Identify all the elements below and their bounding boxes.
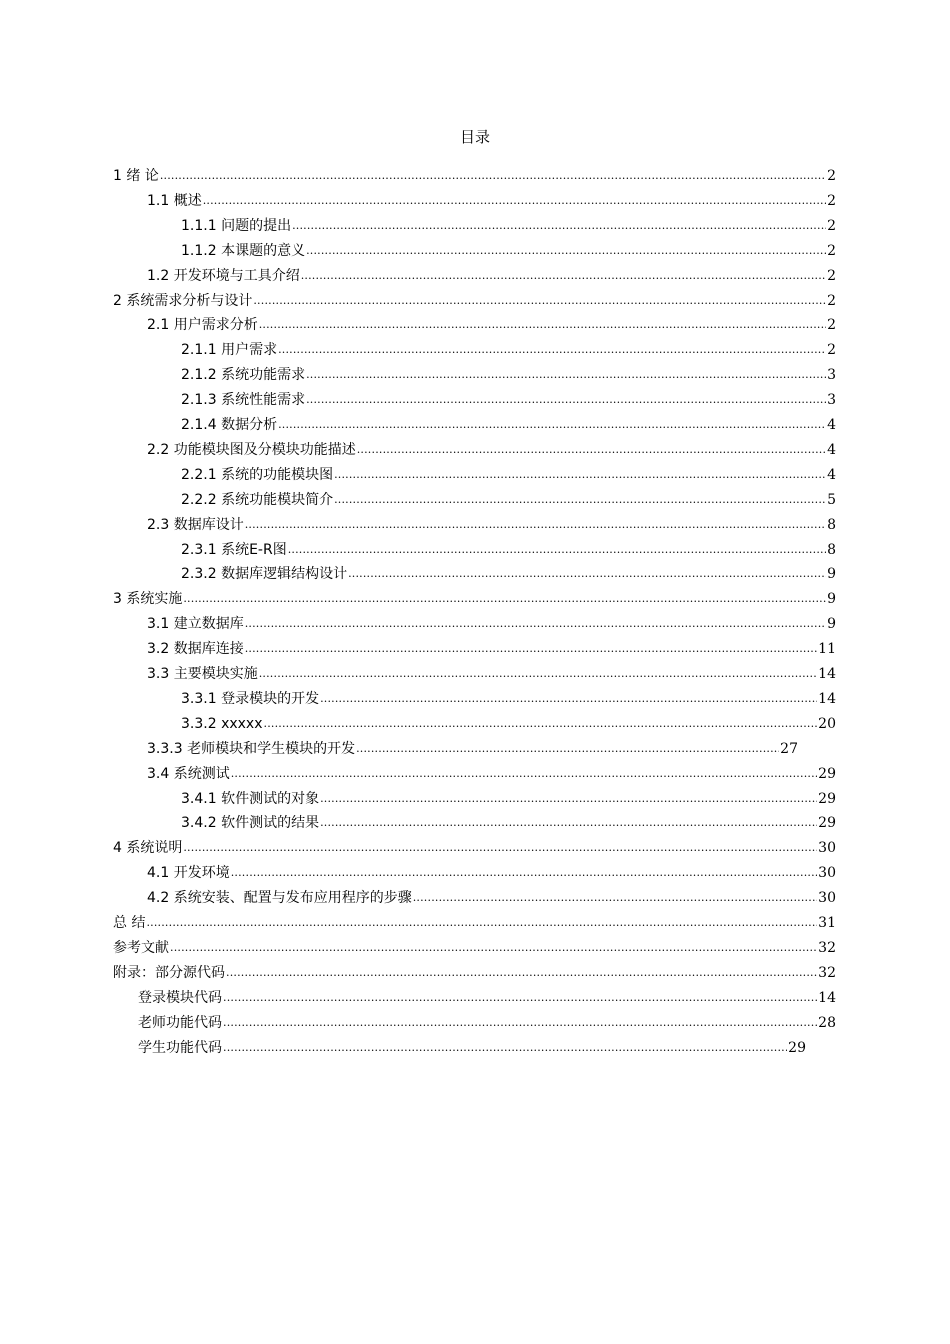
toc-entry[interactable] xyxy=(147,888,836,908)
toc-entry[interactable] xyxy=(147,315,836,335)
toc-entry[interactable] xyxy=(181,540,836,560)
toc-leader-dots xyxy=(160,166,826,186)
toc-entry-page-number: 30 xyxy=(818,865,836,881)
toc-entry-page-number: 32 xyxy=(818,965,836,981)
toc-leader-dots xyxy=(306,390,826,410)
toc-entry-label: 4.1 开发环境 xyxy=(147,865,230,881)
toc-entry-label: 登录模块代码 xyxy=(138,990,222,1006)
toc-entry-label: 4.2 系统安装、配置与发布应用程序的步骤 xyxy=(147,890,412,906)
toc-entry-page-number: 9 xyxy=(827,566,836,582)
toc-leader-dots xyxy=(301,266,826,286)
toc-entry-page-number: 27 xyxy=(780,741,798,757)
toc-entry-page-number: 2 xyxy=(827,218,836,234)
toc-entry-page-number: 2 xyxy=(827,293,836,309)
toc-entry-page-number: 2 xyxy=(827,168,836,184)
toc-entry-page-number: 4 xyxy=(827,442,836,458)
toc-entry-label: 2.1.4 数据分析 xyxy=(181,417,278,433)
toc-leader-dots xyxy=(170,938,817,958)
toc-entry-label: 2 系统需求分析与设计 xyxy=(113,293,253,309)
toc-leader-dots xyxy=(264,714,818,734)
toc-entry-page-number: 2 xyxy=(827,268,836,284)
toc-entry-label: 2.1.3 系统性能需求 xyxy=(181,392,306,408)
toc-entry[interactable] xyxy=(147,614,836,634)
toc-leader-dots xyxy=(245,639,817,659)
toc-entry-label: 2.3.1 系统E-R图 xyxy=(181,542,287,558)
toc-entry-label: 3.3.3 老师模块和学生模块的开发 xyxy=(147,741,356,757)
toc-entry-label: 总 结 xyxy=(113,915,146,931)
toc-entry[interactable] xyxy=(181,564,836,584)
toc-entry[interactable] xyxy=(113,166,836,186)
toc-entry[interactable] xyxy=(181,340,836,360)
toc-entry[interactable] xyxy=(181,789,836,809)
toc-entry-page-number: 5 xyxy=(827,492,836,508)
toc-leader-dots xyxy=(334,465,826,485)
toc-entry-label: 4 系统说明 xyxy=(113,840,183,856)
toc-entry-page-number: 9 xyxy=(827,591,836,607)
toc-leader-dots xyxy=(320,789,817,809)
toc-entry-label: 1.1.1 问题的提出 xyxy=(181,218,292,234)
toc-entry-label: 3.2 数据库连接 xyxy=(147,641,244,657)
toc-entry-page-number: 2 xyxy=(827,342,836,358)
toc-entry-page-number: 14 xyxy=(818,990,836,1006)
toc-leader-dots xyxy=(413,888,817,908)
toc-entry-label: 1.2 开发环境与工具介绍 xyxy=(147,268,300,284)
toc-entry[interactable] xyxy=(147,764,836,784)
toc-leader-dots xyxy=(334,490,826,510)
toc-entry-label: 3.3.2 xxxxx xyxy=(181,716,263,732)
toc-entry[interactable] xyxy=(138,1013,836,1033)
toc-entry-page-number: 2 xyxy=(827,243,836,259)
toc-entry-label: 附录：部分源代码 xyxy=(113,965,225,981)
toc-entry-page-number: 32 xyxy=(818,940,836,956)
toc-entry-page-number: 8 xyxy=(827,517,836,533)
toc-entry[interactable] xyxy=(147,739,798,759)
toc-entry[interactable] xyxy=(113,913,836,933)
toc-leader-dots xyxy=(306,241,826,261)
toc-entry-page-number: 30 xyxy=(818,840,836,856)
toc-title: 目录 xyxy=(459,128,490,146)
toc-entry-page-number: 14 xyxy=(818,691,836,707)
toc-entry-label: 1 绪 论 xyxy=(113,168,159,184)
toc-leader-dots xyxy=(231,764,817,784)
toc-entry[interactable] xyxy=(113,938,836,958)
toc-leader-dots xyxy=(223,1038,787,1058)
toc-entry-page-number: 14 xyxy=(818,666,836,682)
toc-entry-label: 3 系统实施 xyxy=(113,591,183,607)
toc-leader-dots xyxy=(183,838,817,858)
toc-entry[interactable] xyxy=(147,639,836,659)
toc-entry-page-number: 2 xyxy=(827,317,836,333)
toc-entry[interactable] xyxy=(181,390,836,410)
toc-leader-dots xyxy=(278,415,826,435)
toc-entry-label: 3.4.1 软件测试的对象 xyxy=(181,791,320,807)
toc-entry-page-number: 4 xyxy=(827,417,836,433)
toc-entry-label: 2.3 数据库设计 xyxy=(147,517,244,533)
toc-entry-label: 3.3 主要模块实施 xyxy=(147,666,258,682)
toc-entry-label: 老师功能代码 xyxy=(138,1015,222,1031)
toc-entry-page-number: 28 xyxy=(818,1015,836,1031)
toc-entry[interactable] xyxy=(181,714,836,734)
toc-entry-label: 3.3.1 登录模块的开发 xyxy=(181,691,320,707)
toc-entry-label: 3.4 系统测试 xyxy=(147,766,230,782)
toc-entry[interactable] xyxy=(138,988,836,1008)
toc-entry-label: 学生功能代码 xyxy=(138,1040,222,1056)
toc-entry[interactable] xyxy=(181,689,836,709)
toc-entry[interactable] xyxy=(181,465,836,485)
toc-entry-label: 1.1.2 本课题的意义 xyxy=(181,243,306,259)
toc-entry-label: 2.1.1 用户需求 xyxy=(181,342,278,358)
toc-entry-label: 2.2.2 系统功能模块简介 xyxy=(181,492,334,508)
toc-leader-dots xyxy=(356,739,779,759)
toc-entry-label: 参考文献 xyxy=(113,940,169,956)
toc-entry-label: 2.1 用户需求分析 xyxy=(147,317,258,333)
toc-leader-dots xyxy=(259,315,826,335)
toc-leader-dots xyxy=(223,988,817,1008)
toc-entry[interactable] xyxy=(147,191,836,211)
toc-leader-dots xyxy=(183,589,826,609)
toc-leader-dots xyxy=(288,540,826,560)
toc-entry-label: 1.1 概述 xyxy=(147,193,202,209)
toc-entry-page-number: 29 xyxy=(788,1040,806,1056)
toc-entry[interactable] xyxy=(181,241,836,261)
toc-leader-dots xyxy=(245,515,826,535)
toc-entry-page-number: 9 xyxy=(827,616,836,632)
toc-entry[interactable] xyxy=(147,863,836,883)
toc-entry[interactable] xyxy=(181,415,836,435)
toc-entry-page-number: 2 xyxy=(827,193,836,209)
toc-entry[interactable] xyxy=(147,515,836,535)
toc-leader-dots xyxy=(231,863,817,883)
toc-leader-dots xyxy=(357,440,826,460)
toc-leader-dots xyxy=(259,664,817,684)
toc-entry-page-number: 29 xyxy=(818,815,836,831)
toc-entry-label: 2.2 功能模块图及分模块功能描述 xyxy=(147,442,356,458)
toc-entry-label: 2.2.1 系统的功能模块图 xyxy=(181,467,334,483)
toc-entry[interactable] xyxy=(113,589,836,609)
toc-leader-dots xyxy=(306,365,826,385)
toc-entry-page-number: 31 xyxy=(818,915,836,931)
toc-entry[interactable] xyxy=(147,440,836,460)
toc-entry-page-number: 29 xyxy=(818,766,836,782)
toc-entry[interactable] xyxy=(181,813,836,833)
toc-leader-dots xyxy=(292,216,826,236)
toc-entry-page-number: 30 xyxy=(818,890,836,906)
toc-entry[interactable] xyxy=(181,490,836,510)
toc-entry[interactable] xyxy=(113,963,836,983)
toc-entry-page-number: 20 xyxy=(818,716,836,732)
toc-entry[interactable] xyxy=(181,216,836,236)
toc-entry[interactable] xyxy=(147,266,836,286)
toc-leader-dots xyxy=(348,564,826,584)
toc-entry[interactable] xyxy=(113,291,836,311)
toc-leader-dots xyxy=(226,963,817,983)
toc-entry[interactable] xyxy=(181,365,836,385)
toc-entry-label: 2.1.2 系统功能需求 xyxy=(181,367,306,383)
toc-entry-page-number: 3 xyxy=(827,367,836,383)
toc-leader-dots xyxy=(245,614,826,634)
toc-leader-dots xyxy=(146,913,817,933)
toc-entry-page-number: 8 xyxy=(827,542,836,558)
toc-entry-page-number: 4 xyxy=(827,467,836,483)
toc-leader-dots xyxy=(320,813,817,833)
toc-entry[interactable] xyxy=(138,1038,806,1058)
toc-entry-label: 3.4.2 软件测试的结果 xyxy=(181,815,320,831)
toc-leader-dots xyxy=(203,191,826,211)
toc-entry[interactable] xyxy=(147,664,836,684)
toc-entry-label: 2.3.2 数据库逻辑结构设计 xyxy=(181,566,348,582)
toc-leader-dots xyxy=(253,291,826,311)
toc-leader-dots xyxy=(320,689,817,709)
toc-entry-page-number: 11 xyxy=(818,641,836,657)
toc-leader-dots xyxy=(223,1013,817,1033)
toc-entry-page-number: 29 xyxy=(818,791,836,807)
toc-entry-label: 3.1 建立数据库 xyxy=(147,616,244,632)
toc-leader-dots xyxy=(278,340,826,360)
toc-entry-page-number: 3 xyxy=(827,392,836,408)
toc-entry[interactable] xyxy=(113,838,836,858)
